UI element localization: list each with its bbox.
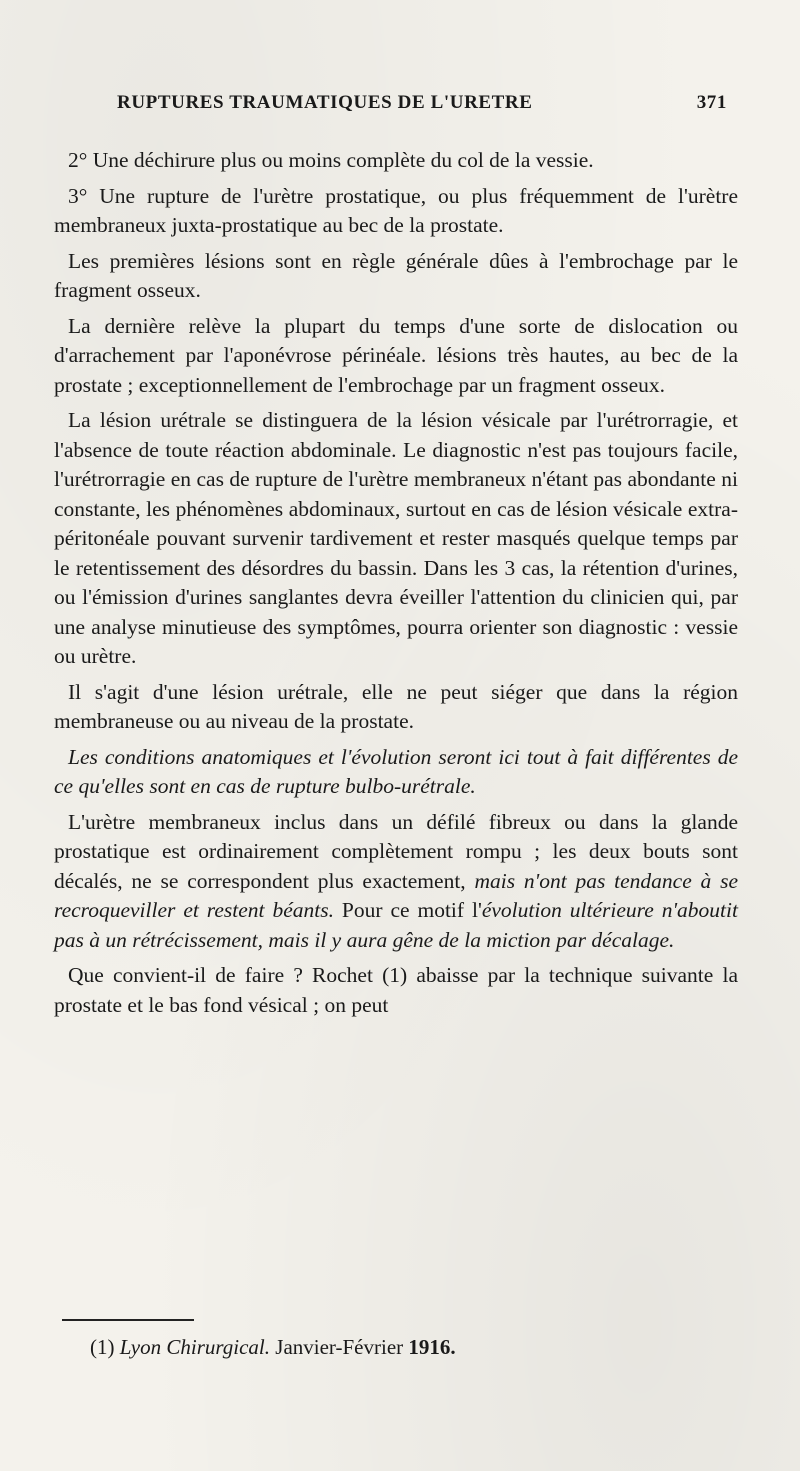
paragraph-8-part1: L'urètre membraneux inclus dans un défilé fibreux ou dans la glande prostatique est ordinairement complètement rompu ; les deux bouts sont décalés, ne se correspondent plus exactement, <box>54 809 738 893</box>
paragraph-3: Les premières lésions sont en règle générale dûes à l'embrochage par le fragment osseux. <box>54 248 738 302</box>
footnote-rule <box>62 1319 194 1321</box>
paragraph-7: Les conditions anatomiques et l'évolution seront ici tout à fait différentes de ce qu'elles sont en cas de rupture bulbo-urétrale. <box>54 744 738 798</box>
paragraph-1: 2° Une déchirure plus ou moins complète du col de la vessie. <box>68 148 594 172</box>
paragraph-8-part2: mais n'ont pas tendance à se recroqueviller et restent béants. <box>54 868 738 922</box>
paragraph-2: 3° Une rupture de l'urètre prostatique, ou plus fréquemment de l'urètre membraneux juxta-prostatique au bec de la prostate. <box>54 183 738 237</box>
paragraph-8 <box>54 808 738 956</box>
footnote-marker: (1) <box>90 1335 115 1359</box>
paragraph-6: Il s'agit d'une lésion urétrale, elle ne peut siéger que dans la région membraneuse ou au niveau de la prostate. <box>54 679 738 733</box>
footnote-journal: Lyon Chirurgical. <box>119 1335 271 1359</box>
paragraph-8-part4: évolution ultérieure n'aboutit pas à un rétrécissement, mais il y aura gêne de la miction par décalage. <box>54 898 738 952</box>
footnote <box>90 1332 456 1362</box>
paragraph-5: La lésion urétrale se distinguera de la lésion vésicale par l'urétrorragie, et l'absence de toute réaction abdominale. Le diagnostic n'est pas toujours facile, l'urétrorragie en cas de rupture de l'urètre membraneux n'étant pas abondante ni constante, les phénomènes abdominaux, surtout en cas de lésion vésicale extra-péritonéale pouvant survenir tardivement et rester masqués quelque temps par le retentissement des désordres du bassin. Dans les 3 cas, la rétention d'urines, ou l'émission d'urines sanglantes devra éveiller l'attention du clinicien qui, par une analyse minutieuse des symptômes, pourra orienter son diagnostic : vessie ou urètre. <box>54 408 738 668</box>
body-text <box>54 146 738 1026</box>
footnote-year: 1916. <box>408 1335 456 1359</box>
paragraph-8-part3: Pour ce motif l' <box>333 898 482 922</box>
paragraph-4: La dernière relève la plupart du temps d'une sorte de dislocation ou d'arrachement par l'aponévrose périnéale. lésions très hautes, au bec de la prostate ; exceptionnellement de l'embrochage par un fragment osseux. <box>54 313 738 397</box>
paragraph-9: Que convient-il de faire ? Rochet (1) abaisse par la technique suivante la prostate et le bas fond vésical ; on peut <box>54 963 738 1017</box>
running-header <box>117 92 727 118</box>
header-title: RUPTURES TRAUMATIQUES DE L'URETRE <box>117 92 533 113</box>
page-number: 371 <box>696 92 727 113</box>
footnote-date: Janvier-Février <box>275 1335 404 1359</box>
